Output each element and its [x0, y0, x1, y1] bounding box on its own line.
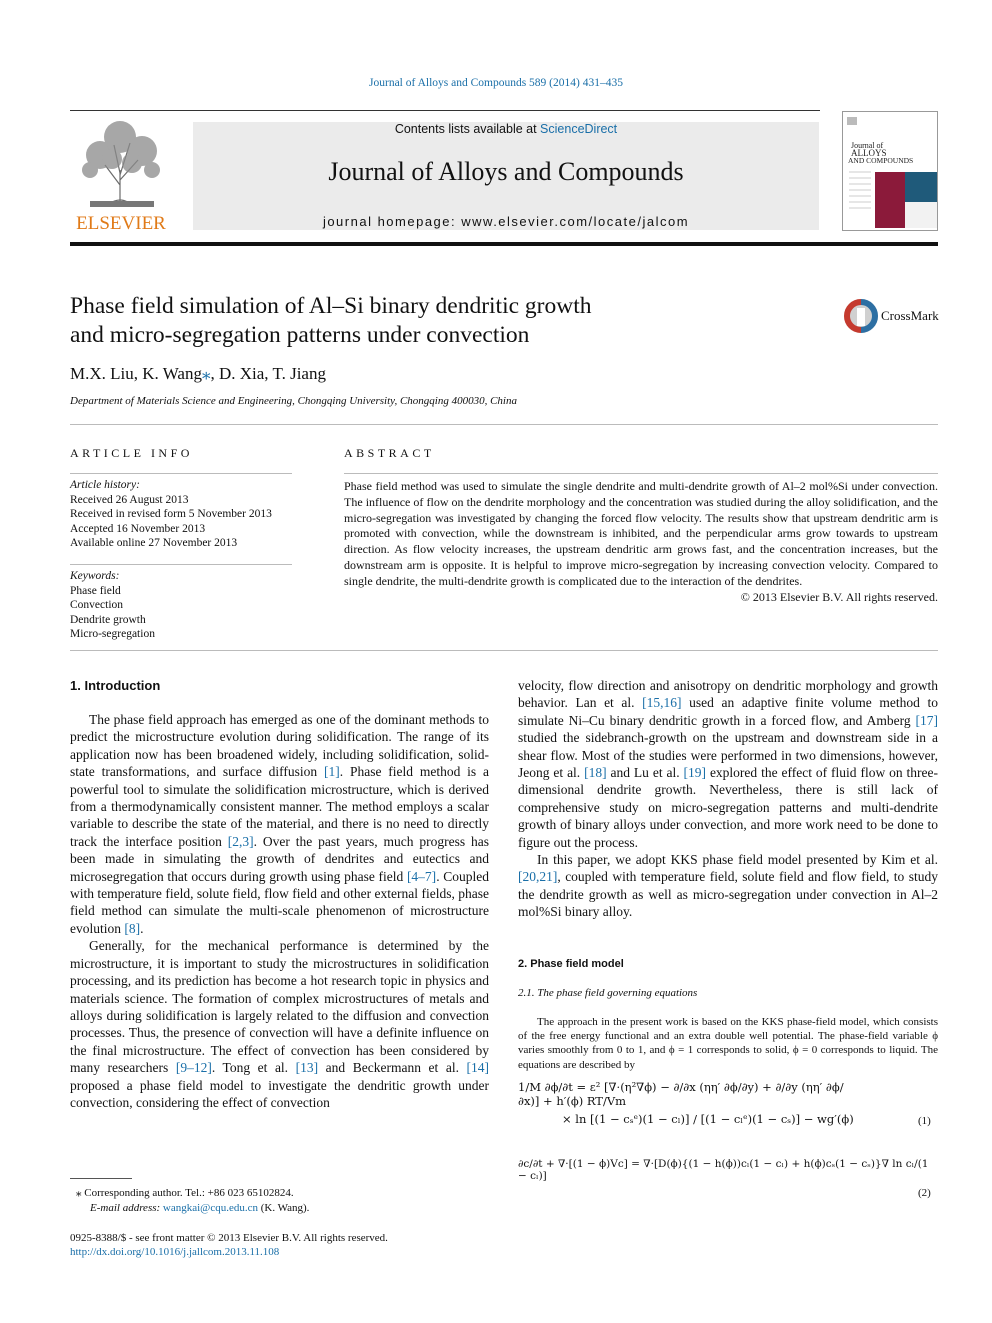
journal-cover-thumbnail[interactable]: [842, 111, 938, 231]
crossmark-badge[interactable]: [843, 298, 943, 334]
article-history: [70, 478, 300, 551]
divider: [70, 424, 938, 425]
subsection-heading: 2.1. The phase field governing equations: [518, 987, 698, 999]
keywords-label: Keywords:: [70, 570, 120, 582]
divider: [70, 473, 292, 474]
crossmark-label: CrossMark: [881, 308, 939, 323]
history-accepted: Accepted 16 November 2013: [70, 522, 206, 535]
page-footer: [70, 1231, 510, 1259]
title-line-1: Phase field simulation of Al–Si binary dendritic growth: [70, 293, 592, 319]
model-paragraph: The approach in the present work is based on the KKS phase-field model, which consists of the free energy functional and an extra double well potential. The phase-field variable ϕ varies smoothly from 0 to 1, and ϕ = 1 corresponds to solid, ϕ = 0 corresponds to liquid. The equations are described by: [518, 1016, 938, 1071]
intro-paragraph-1: The phase field approach has emerged as one of the dominant methods to predict the microstructure evolution during solidification. The range of its application now has been broadened widely, including solidification, solid-state transformations, and surface diffusion [1]. Phase field method is a powerful tool to simulate the solidification microstructure, which is derived from a thermodynamically consistent manner. The method employs a scalar variable to describe the state of the material, and there is no need to directly track the interface position [2,3]. Over the past years, much progress has been made in simulating the growth of dendrites and eutectics and microsegregation that occurs during growth using phase field [4–7]. Coupled with temperature field, solute field, flow field and other external fields, phase field method can simulate the multi-scale phenomenon of microstructure evolution [8].: [70, 712, 489, 936]
email-label: E-mail address:: [90, 1201, 163, 1214]
citation-link[interactable]: [19]: [683, 765, 707, 781]
footnote-rule: [70, 1178, 132, 1179]
sciencedirect-link[interactable]: ScienceDirect: [540, 122, 618, 136]
equation-1-line-1: 1/M ∂ϕ/∂t = ε² [∇·(η²∇ϕ) − ∂/∂x (ηη′ ∂ϕ/∂y) + ∂/∂y (ηη′ ∂ϕ/∂x)] + h′(ϕ) RT/Vm: [518, 1080, 844, 1108]
equation-1-number: (1): [918, 1115, 931, 1127]
elsevier-wordmark: ELSEVIER: [76, 213, 166, 233]
corresponding-author-marker[interactable]: ⁎: [201, 364, 211, 383]
intro-paragraph-3: velocity, flow direction and anisotropy on dendritic morphology and growth behavior. Lan et al. [15,16] used an adaptive finite volume method to simulate Ni–Cu binary dendritic growth in a forced flow, and Amberg [17] studied the sidebranch-growth on the upstream and downstream side in a shear flow. Most of the studies were performed in two dimensions, however, Jeong et al. [18] and Lu et al. [19] explored the effect of fluid flow on three-dimensional dendrite growth. Nevertheless, there is still lack of comprehensive study on micro-segregation patterns and multi-dendrite growth of binary alloys under convection, and more work need to be done to figure out the process.: [518, 678, 938, 850]
abstract-heading: ABSTRACT: [344, 446, 435, 460]
journal-title: Journal of Alloys and Compounds: [328, 157, 684, 186]
affiliation: Department of Materials Science and Engineering, Chongqing University, Chongqing 400030, China: [70, 395, 517, 407]
homepage-link[interactable]: www.elsevier.com/locate/jalcom: [461, 214, 690, 229]
doi-link[interactable]: http://dx.doi.org/10.1016/j.jallcom.2013.11.108: [70, 1246, 280, 1258]
authors-text: M.X. Liu, K. Wang: [70, 364, 202, 383]
tree-icon: [70, 115, 172, 233]
intro-paragraph-2: Generally, for the mechanical performance is determined by the microstructure, it is important to study the microstructures in solidification processing, and its prediction has become a hot research topic in physics and materials science. The formation of complex microstructures of metals and alloys during solidification is largely related to the diffusion and convection processes. Thus, the presence of convection will have a definite influence on the final microstructure. The effect of convection has been considered by many researchers [9–12]. Tong et al. [13] and Beckermann et al. [14] proposed a phase field model to investigate the dendritic growth under convection, considering the effect of convection: [70, 938, 490, 1110]
homepage-label: journal homepage:: [322, 214, 462, 229]
section-heading-phase-field-model: 2. Phase field model: [518, 958, 624, 970]
contents-line: [193, 122, 819, 136]
citation-link[interactable]: [17]: [915, 712, 938, 728]
contents-prefix: Contents lists available at: [394, 122, 541, 136]
header-thick-rule: [70, 242, 938, 246]
title-line-2: and micro-segregation patterns under convection: [70, 322, 530, 348]
cover-image: [843, 112, 937, 230]
article-title: [70, 292, 710, 350]
corresponding-author-info: Corresponding author. Tel.: +86 023 65102824.: [84, 1187, 294, 1199]
authors-text-rest: , D. Xia, T. Jiang: [210, 364, 326, 383]
citation-link[interactable]: [9–12]: [175, 1060, 212, 1076]
citation-link[interactable]: [20,21]: [518, 869, 558, 885]
issn-line: 0925-8388/$ - see front matter © 2013 Elsevier B.V. All rights reserved.: [70, 1232, 388, 1244]
author-list: [70, 364, 326, 384]
left-column: [70, 711, 489, 1111]
divider: [344, 473, 938, 474]
citation-link[interactable]: [14]: [466, 1060, 490, 1076]
citation-link[interactable]: [4–7]: [406, 868, 437, 884]
intro-paragraph-4: In this paper, we adopt KKS phase field model presented by Kim et al. [20,21], coupled with temperature field, solute field and flow field, to study the dendrite growth as well as micro-segregation under convection in Al–2 mol%Si binary alloy.: [518, 852, 938, 920]
svg-text:Journal of: Journal of: [851, 141, 884, 150]
citation-link[interactable]: [13]: [295, 1060, 319, 1076]
divider: [70, 650, 938, 651]
crossmark-icon: [843, 298, 879, 334]
citation-link[interactable]: [2,3]: [227, 833, 254, 849]
citation-link[interactable]: [8]: [124, 920, 141, 936]
keyword: Phase field: [70, 584, 121, 597]
footnote-marker: ⁎: [76, 1187, 82, 1199]
footnote: [70, 1186, 490, 1215]
right-column: [518, 677, 938, 921]
svg-text:AND COMPOUNDS: AND COMPOUNDS: [848, 156, 914, 165]
keyword: Dendrite growth: [70, 613, 146, 626]
elsevier-logo[interactable]: [70, 115, 172, 233]
citation-link[interactable]: [15,16]: [642, 695, 682, 711]
email-suffix: (K. Wang).: [257, 1201, 310, 1214]
citation-link[interactable]: [18]: [584, 765, 607, 781]
keywords: [70, 569, 300, 642]
divider: [70, 564, 292, 565]
history-received: Received 26 August 2013: [70, 493, 189, 506]
history-revised: Received in revised form 5 November 2013: [70, 508, 272, 520]
history-label: Article history:: [70, 479, 140, 491]
email-link[interactable]: wangkai@cqu.edu.cn: [162, 1201, 258, 1214]
journal-homepage: [193, 214, 819, 229]
history-online: Available online 27 November 2013: [70, 537, 238, 549]
svg-text:ALLOYS: ALLOYS: [851, 148, 887, 158]
article-info-heading: ARTICLE INFO: [70, 446, 193, 460]
journal-reference-link[interactable]: Journal of Alloys and Compounds 589 (2014) 431–435: [369, 77, 623, 89]
equation-2-number: (2): [918, 1187, 931, 1199]
section-heading-introduction: 1. Introduction: [70, 678, 161, 693]
equation-1-line-2: × ln [(1 − cₛᵉ)(1 − cₗ)] / [(1 − cₗᵉ)(1 − cₛ)] − wg′(ϕ): [562, 1112, 854, 1126]
keyword: Convection: [70, 599, 124, 611]
abstract-body: [344, 479, 938, 605]
top-divider: [70, 110, 820, 111]
keyword: Micro-segregation: [70, 628, 155, 640]
equation-2: ∂c/∂t + ∇·[(1 − ϕ)Vc] = ∇·[D(ϕ){(1 − h(ϕ))cₗ(1 − cₗ) + h(ϕ)cₛ(1 − cₛ)}∇ ln cₗ/(1 − cₗ)]: [518, 1158, 929, 1182]
abstract-text: Phase field method was used to simulate the single dendrite and multi-dendrite growth of Al–2 mol%Si under convection. The influence of flow on the dendrite morphology and the concentration was studied during the alloy solidification, and the micro-segregation was investigated by changing the forced flow velocity. The results show that upstream dendritic arm is promoted with convection, while the downstream is inhibited, and the perpendicular arms grow towards to upstream direction. As flow velocity increases, the upstream dendritic arm grows fast, and the concentration increases, but the downstream arm is opposite. It is helpful to improve micro-segregation by increasing convection velocity. Compared to single dendrite, the multi-dendrite growth is complicated due to the interaction of the dendrites.: [344, 479, 938, 588]
abstract-copyright: © 2013 Elsevier B.V. All rights reserved.: [740, 589, 938, 604]
citation-link[interactable]: [1]: [323, 764, 340, 780]
